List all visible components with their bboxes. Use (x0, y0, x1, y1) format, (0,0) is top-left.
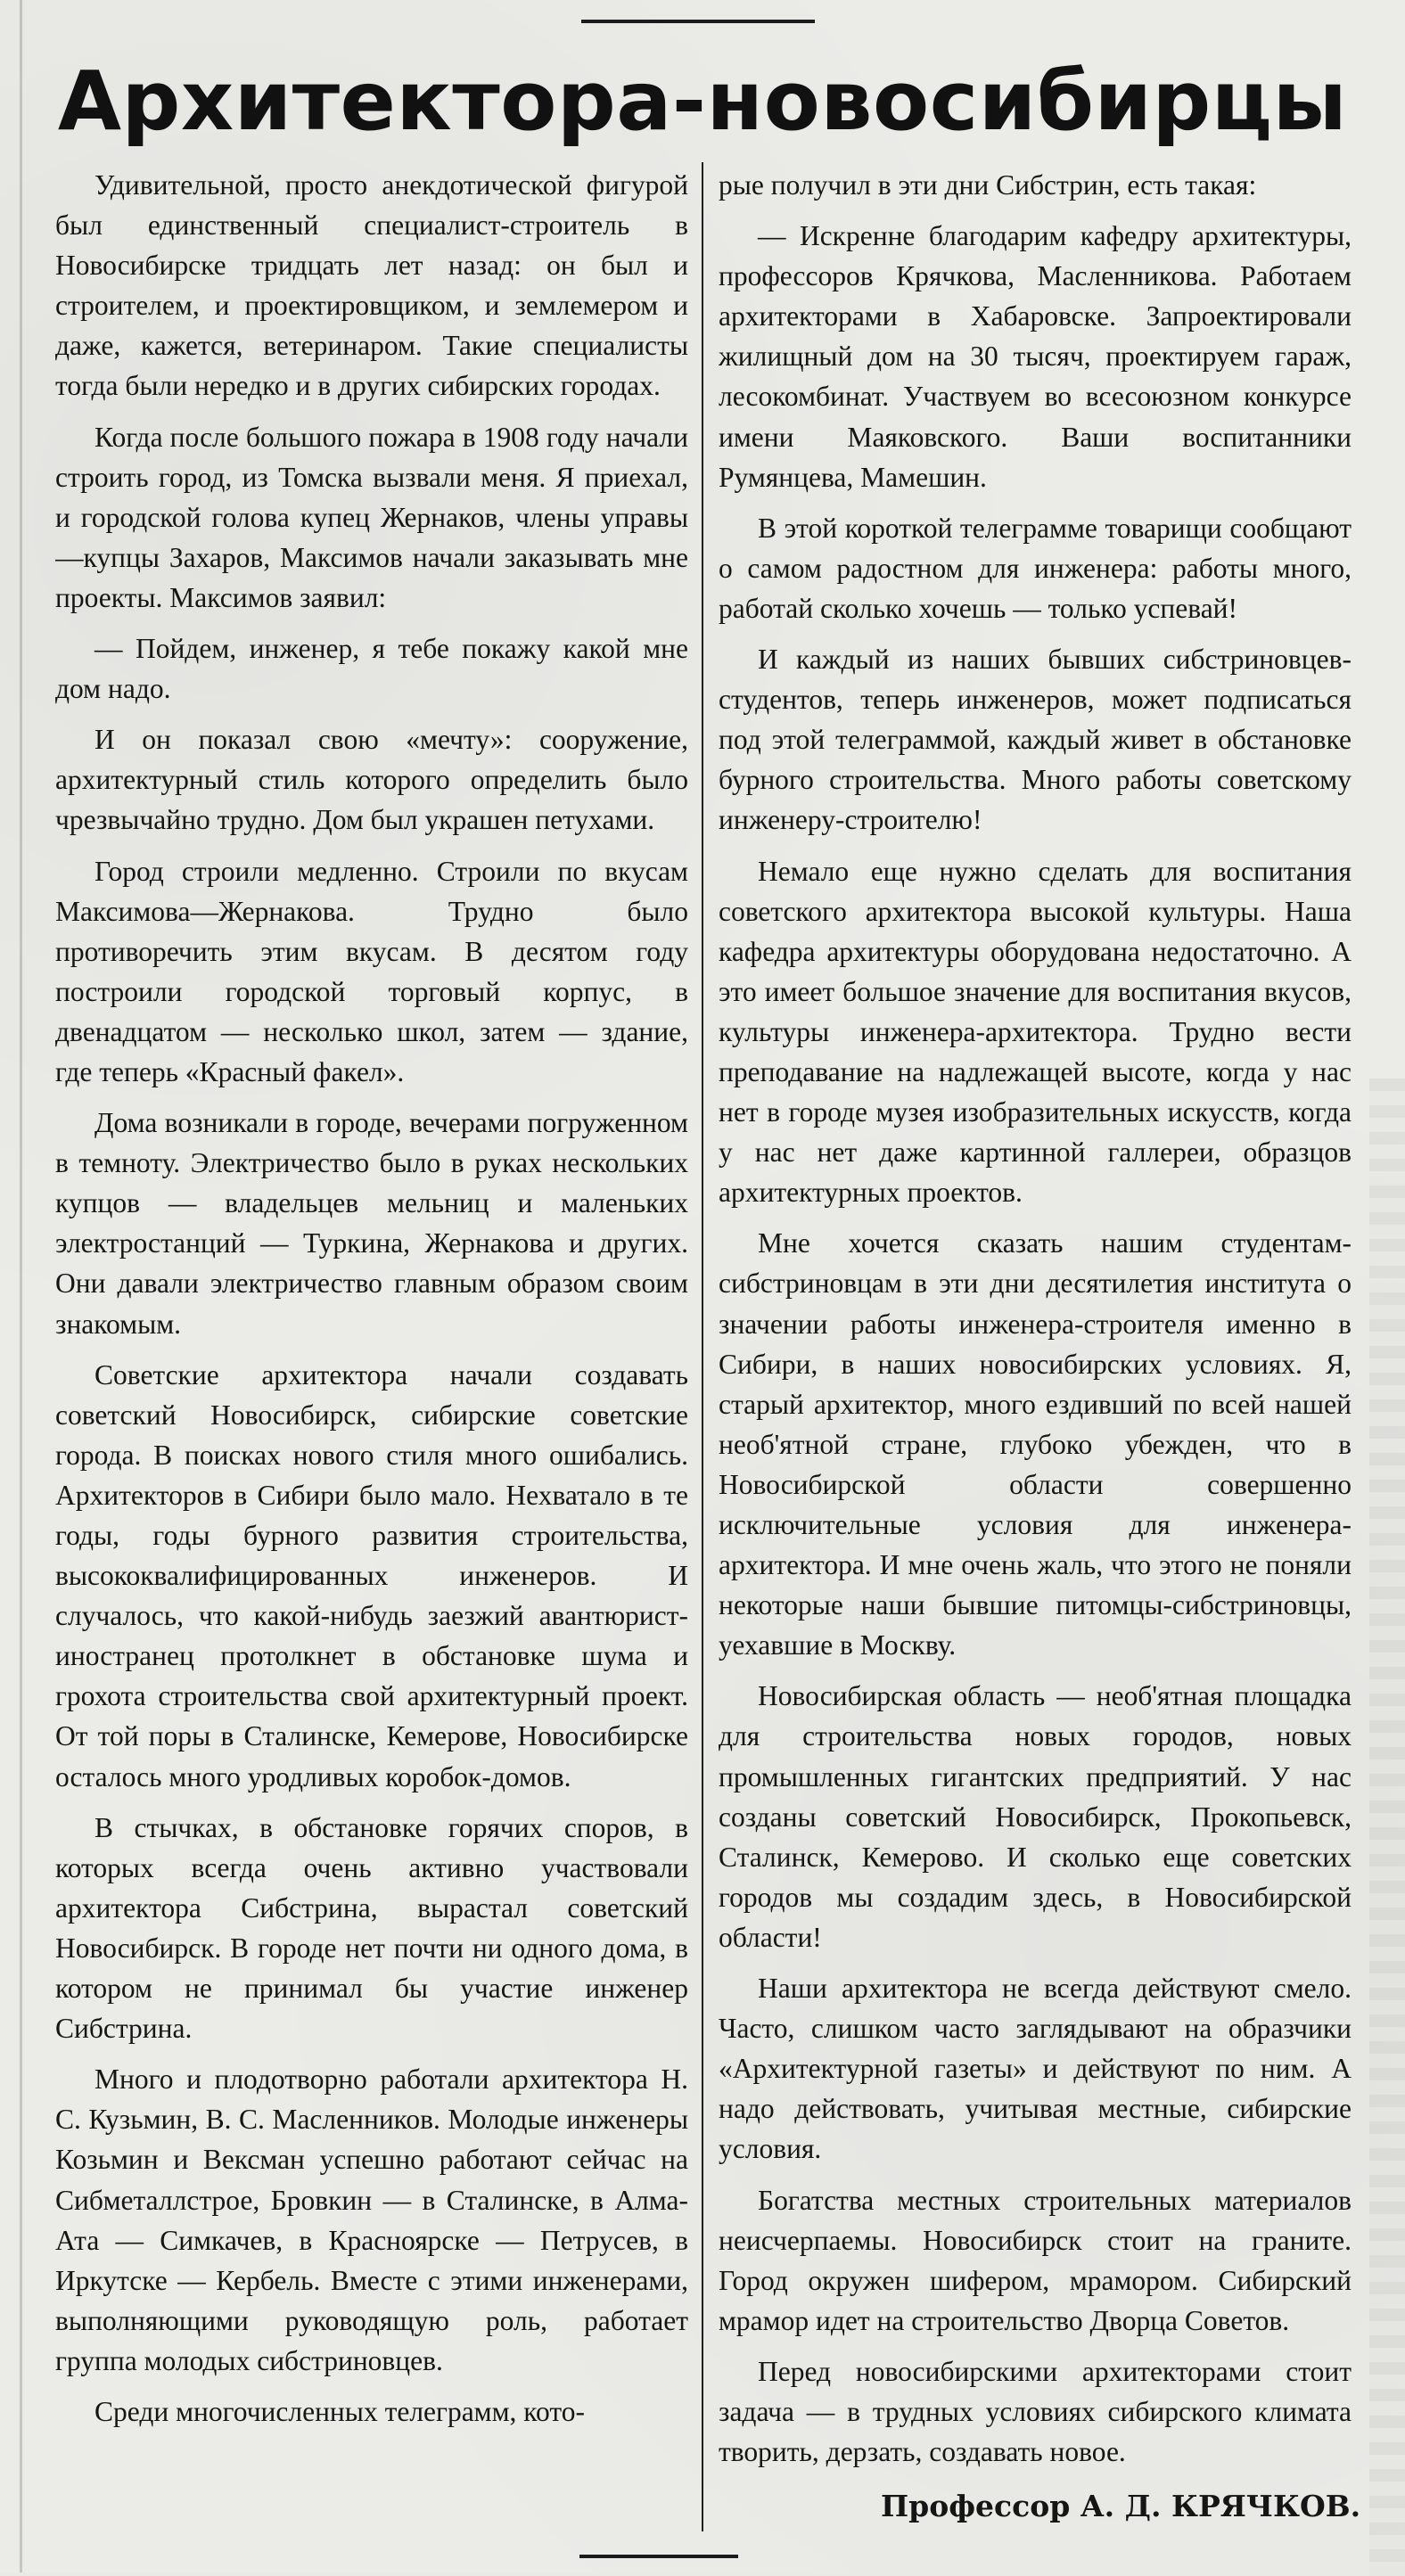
right-paragraph-6: Мне хочется сказать нашим студентам-сибстриновцам в эти дни десятилетия института о значении работы инженера-строителя именно в Сибири, в наших новосибирских условиях. Я, старый архитектор, много ездивший по всей нашей необ'ятной стране, глубоко убежден, что в Новосибирской области совершенно исключительные условия для инженера-архитектора. И мне очень жаль, что этого не поняли некоторые наши бывшие питомцы-сибстриновцы, уехавшие в Москву. (719, 1227, 1352, 1661)
right-paragraph-4: И каждый из наших бывших сибстриновцев-студентов, теперь инженеров, может подписаться под этой телеграммой, каждый живет в обстановке бурного строительства. Много работы советскому инженеру-строителю! (719, 644, 1352, 836)
right-paragraph-8: Наши архитектора не всегда действуют смело. Часто, слишком часто заглядывают на образчики «Архитектурной газеты» и действуют по ним. А надо действовать, учитывая местные, сибирские условия. (719, 1973, 1352, 2165)
top-rule (581, 20, 815, 23)
right-edge-print-noise (1369, 1079, 1405, 2576)
right-paragraph-7: Новосибирская область — необ'ятная площадка для строительства новых городов, новых промышленных гигантских предприятий. У нас созданы советский Новосибирск, Прокопьевск, Сталинск, Кемерово. И сколько еще советских городов мы создадим здесь, в Новосибирской области! (719, 1680, 1352, 1953)
left-paragraph-5: Город строили медленно. Строили по вкусам Максимова—Жернакова. Трудно было противоречить этим вкусам. В десятом году построили городской торговый корпус, в двенадцатом — несколько школ, затем — здание, где теперь «Красный факел». (55, 855, 688, 1087)
right-column (719, 165, 1352, 2516)
right-paragraph-3: В этой короткой телеграмме товарищи сообщают о самом радостном для инженера: работы много, работай сколько хочешь — только успевай! (719, 512, 1352, 624)
right-paragraph-10: Перед новосибирскими архитекторами стоит задача — в трудных условиях сибирского климата творить, дерзать, создавать новое. (719, 2355, 1352, 2468)
left-paragraph-8: В стычках, в обстановке горячих споров, в которых всегда очень активно участвовали архитектора Сибстрина, вырастал советский Новосибирск. В городе нет почти ни одного дома, в котором не принимал бы участие инженер Сибстрина. (55, 1811, 688, 2045)
left-paragraph-2: Когда после большого пожара в 1908 году начали строить город, из Томска вызвали меня. Я приехал, и городской голова купец Жернаков, члены управы—купцы Захаров, Максимов начали заказывать мне проекты. Максимов заявил: (55, 421, 688, 613)
left-paragraph-7: Советские архитектора начали создавать советский Новосибирск, сибирские советские города. В поисках нового стиля много ошибались. Архитекторов в Сибири было мало. Нехватало в те годы, годы бурного развития строительства, высококвалифицированных инженеров. И случалось, что какой-нибудь заезжий авантюрист-иностранец протолкнет в обстановке шума и грохота строительства свой архитектурный проект. От той поры в Сталинске, Кемерове, Новосибирске осталось много уродливых коробок-домов. (55, 1358, 688, 1793)
right-paragraph-2: — Искренне благодарим кафедру архитектуры, профессоров Крячкова, Масленникова. Работаем архитекторами в Хабаровске. Запроектировали жилищный дом на 30 тысяч, проектируем гараж, лесокомбинат. Участвуем во всесоюзном конкурсе имени Маяковского. Ваши воспитанники Румянцева, Мамешин. (719, 220, 1352, 493)
left-paragraph-1: Удивительной, просто анекдотической фигурой был единственный специалист-строитель в Новосибирске тридцать лет назад: он был и строителем, и проектировщиком, и землемером и даже, кажется, ветеринаром. Такие специалисты тогда были нередко и в других сибирских городах. (55, 169, 688, 402)
bottom-rule (579, 2555, 738, 2558)
left-paragraph-3: — Пойдем, инженер, я тебе покажу какой мне дом надо. (55, 633, 688, 705)
left-margin-line (20, 0, 22, 2572)
right-paragraph-9: Богатства местных строительных материалов неисчерпаемы. Новосибирск стоит на граните. Город окружен шифером, мрамором. Сибирский мрамор идет на строительство Дворца Советов. (719, 2184, 1352, 2336)
left-paragraph-4: И он показал свою «мечту»: сооружение, архитектурный стиль которого определить было чрезвычайно трудно. Дом был украшен петухами. (55, 724, 688, 836)
column-divider (702, 162, 703, 2531)
left-column (55, 165, 688, 2516)
left-paragraph-9: Много и плодотворно работали архитектора Н. С. Кузьмин, В. С. Масленников. Молодые инженеры Козьмин и Вексман успешно работают сейчас на Сибметаллстрое, Бровкин — в Сталинске, в Алма-Ата — Симкачев, в Красноярске — Петрусев, в Иркутске — Кербель. Вместе с этими инженерами, выполняющими руководящую роль, работает группа молодых сибстриновцев. (55, 2063, 688, 2376)
left-paragraph-6: Дома возникали в городе, вечерами погруженном в темноту. Электричество было в руках нескольких купцов — владельцев мельниц и маленьких электростанций — Туркина, Жернакова и других. Они давали электричество главным образом своим знакомым. (55, 1107, 688, 1340)
article-title: Архитектора-новосибирцы (57, 53, 1348, 149)
left-paragraph-10: Среди многочисленных телеграмм, кото- (94, 2395, 585, 2427)
right-paragraph-1: рые получил в эти дни Сибстрин, есть такая: (719, 169, 1257, 201)
author-signature: Профессор А. Д. КРЯЧКОВ. (881, 2489, 1361, 2523)
right-paragraph-5: Немало еще нужно сделать для воспитания советского архитектора высокой культуры. Наша кафедра архитектуры оборудована недостаточно. А это имеет большое значение для воспитания вкусов, культуры инженера-архитектора. Трудно вести преподавание на надлежащей высоте, когда у нас нет в городе музея изобразительных искусств, когда у нас нет даже картинной галлереи, образцов архитектурных проектов. (719, 855, 1352, 1209)
